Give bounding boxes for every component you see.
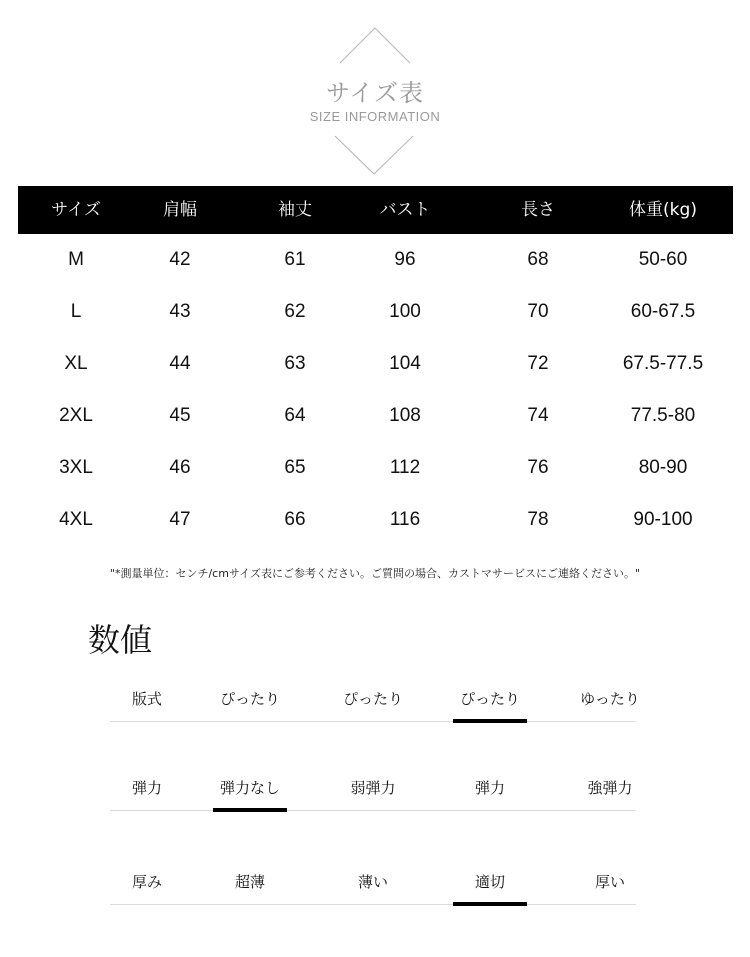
attribute-option-selected: 適切 [475, 864, 505, 904]
attribute-option: ぴったり [219, 690, 281, 708]
table-cell: XL [64, 353, 88, 374]
table-cell: 64 [284, 405, 306, 426]
table-cell: 68 [527, 249, 549, 270]
table-cell: 74 [527, 405, 549, 426]
column-header: 袖丈 [278, 200, 312, 220]
table-row [18, 234, 733, 286]
attribute-option: 強弾力 [587, 779, 633, 797]
measurement-note: "*測量単位：センチ/cmサイズ表にご参考ください。ご質問の場合、カストマサービスにご連絡ください。" [109, 567, 641, 580]
chevron-up-icon [340, 28, 410, 63]
size-table [18, 186, 733, 546]
attribute-row [110, 770, 636, 811]
table-cell: 61 [284, 249, 306, 270]
attribute-option: 厚い [594, 873, 626, 891]
table-row [18, 338, 733, 390]
table-row [18, 390, 733, 442]
table-cell: 43 [169, 301, 191, 322]
column-header: 体重(kg) [629, 200, 697, 220]
table-cell: 112 [389, 457, 421, 478]
attribute-option-selected: ぴったり [460, 681, 520, 721]
column-header: バスト [379, 200, 431, 220]
table-cell: 3XL [59, 457, 93, 478]
table-cell: 116 [389, 509, 421, 530]
table-cell: 90-100 [633, 509, 693, 530]
chevron-down-icon [335, 136, 413, 174]
attribute-row [110, 864, 636, 905]
section-title: サイズ表 [325, 79, 425, 107]
table-cell: L [70, 301, 82, 322]
table-cell: 2XL [59, 405, 93, 426]
table-body [18, 234, 733, 546]
table-cell: 70 [527, 301, 549, 322]
column-header: 肩幅 [163, 200, 197, 220]
attribute-label: 弾力 [131, 779, 163, 797]
section-subtitle: SIZE INFORMATION [309, 109, 441, 124]
attributes-title: 数値 [88, 621, 153, 659]
column-header: 長さ [521, 200, 555, 220]
table-cell: 96 [394, 249, 416, 270]
table-cell: 66 [284, 509, 306, 530]
table-cell: 60-67.5 [630, 301, 696, 322]
table-header [18, 186, 733, 234]
attribute-option: 弱弾力 [350, 779, 396, 797]
table-cell: 78 [527, 509, 549, 530]
table-row [18, 442, 733, 494]
table-cell: 45 [169, 405, 191, 426]
attribute-option: 超薄 [234, 873, 266, 891]
column-header: サイズ [51, 200, 101, 220]
table-cell: 108 [389, 405, 421, 426]
table-cell: 44 [169, 353, 191, 374]
attribute-option: 弾力 [474, 779, 506, 797]
table-row [18, 494, 733, 546]
table-cell: 47 [169, 509, 191, 530]
attribute-option: ぴったり [342, 690, 404, 708]
table-cell: 46 [169, 457, 191, 478]
table-cell: M [68, 249, 84, 270]
table-cell: 67.5-77.5 [622, 353, 704, 374]
table-cell: 76 [527, 457, 549, 478]
table-cell: 100 [389, 301, 421, 322]
attribute-label: 版式 [131, 690, 163, 708]
attribute-option-selected: 弾力なし [220, 770, 280, 810]
table-cell: 42 [169, 249, 191, 270]
attribute-label: 厚み [131, 873, 163, 891]
table-cell: 62 [284, 301, 306, 322]
attribute-option: 薄い [357, 873, 389, 891]
attribute-option: ゆったり [580, 690, 640, 708]
table-cell: 50-60 [638, 249, 688, 270]
table-cell: 72 [527, 353, 549, 374]
table-cell: 80-90 [638, 457, 688, 478]
table-cell: 65 [284, 457, 306, 478]
table-cell: 104 [389, 353, 421, 374]
table-cell: 77.5-80 [630, 405, 696, 426]
table-row [18, 286, 733, 338]
attribute-row [110, 681, 640, 722]
table-cell: 4XL [59, 509, 93, 530]
table-cell: 63 [284, 353, 306, 374]
